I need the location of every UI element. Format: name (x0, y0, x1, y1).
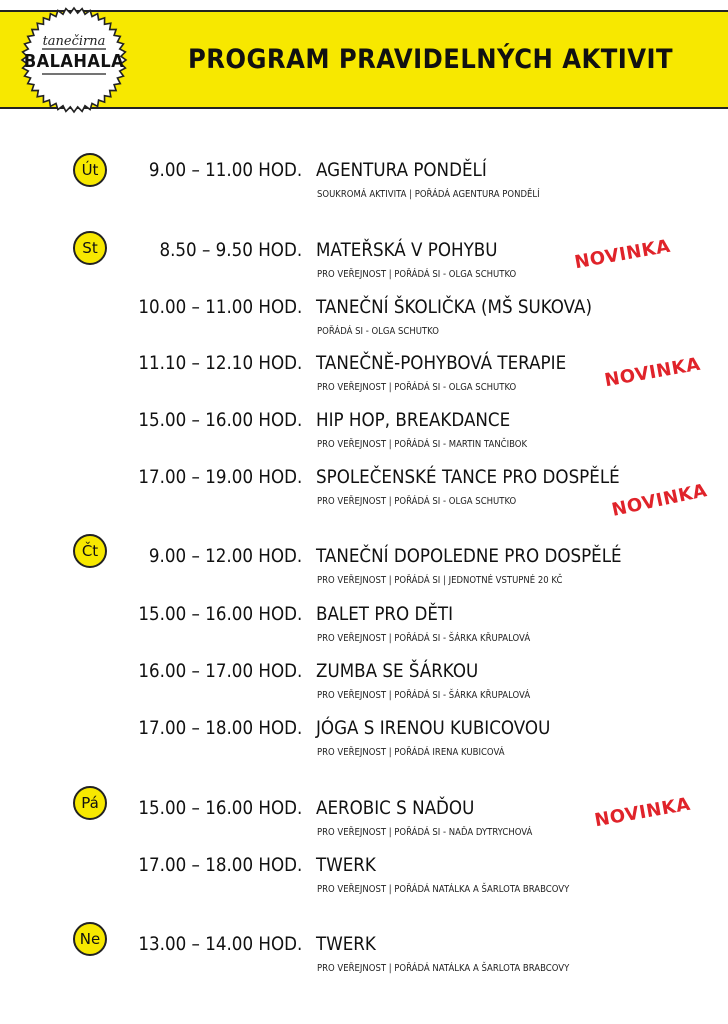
activity-subtitle: PRO VEŘEJNOST | POŘÁDÁ SI - OLGA SCHUTKO (317, 269, 517, 280)
day-badge-st: St (73, 231, 107, 265)
activity-time: 8.50 – 9.50 HOD. (159, 239, 302, 261)
activity-title: SPOLEČENSKÉ TANCE PRO DOSPĚLÉ (316, 466, 620, 488)
activity-time: 15.00 – 16.00 HOD. (138, 797, 302, 819)
activity-subtitle: PRO VEŘEJNOST | POŘÁDÁ IRENA KUBICOVÁ (317, 747, 505, 758)
activity-subtitle: PRO VEŘEJNOST | POŘÁDÁ SI - MARTIN TANČIBOK (317, 439, 528, 450)
activity-subtitle: PRO VEŘEJNOST | POŘÁDÁ SI | JEDNOTNÉ VSTUPNÉ 20 KČ (317, 575, 563, 586)
activity-time: 13.00 – 14.00 HOD. (138, 933, 302, 955)
activity-title: TANEČNÍ ŠKOLIČKA (MŠ SUKOVA) (316, 296, 593, 318)
activity-time: 15.00 – 16.00 HOD. (138, 603, 302, 625)
activity-time: 17.00 – 18.00 HOD. (138, 854, 302, 876)
activity-time: 17.00 – 18.00 HOD. (138, 717, 302, 739)
activity-title: MATEŘSKÁ V POHYBU (316, 239, 498, 261)
activity-time: 16.00 – 17.00 HOD. (138, 660, 302, 682)
activity-title: AGENTURA PONDĚLÍ (316, 159, 487, 181)
activity-time: 9.00 – 11.00 HOD. (148, 159, 302, 181)
logo-tagline: tanečirna (42, 34, 106, 49)
activity-subtitle: PRO VEŘEJNOST | POŘÁDÁ SI - ŠÁRKA KŘUPALOVÁ (317, 633, 531, 644)
activity-title: JÓGA S IRENOU KUBICOVOU (316, 717, 551, 739)
activity-time: 10.00 – 11.00 HOD. (138, 296, 302, 318)
activity-title: TANEČNÍ DOPOLEDNE PRO DOSPĚLÉ (316, 545, 622, 567)
logo-wordmark: BALAHALA (23, 51, 125, 72)
activity-subtitle: PRO VEŘEJNOST | POŘÁDÁ NATÁLKA A ŠARLOTA BRABCOVY (317, 884, 570, 895)
day-badge-ne: Ne (73, 922, 107, 956)
activity-subtitle: POŘÁDÁ SI - OLGA SCHUTKO (317, 326, 439, 337)
page-title: PROGRAM PRAVIDELNÝCH AKTIVIT (188, 44, 674, 75)
activity-title: TWERK (316, 854, 376, 876)
activity-subtitle: PRO VEŘEJNOST | POŘÁDÁ SI - OLGA SCHUTKO (317, 496, 517, 507)
day-badge-ut: Út (73, 153, 107, 187)
logo (16, 6, 132, 114)
activity-time: 15.00 – 16.00 HOD. (138, 409, 302, 431)
activity-title: HIP HOP, BREAKDANCE (316, 409, 511, 431)
activity-title: BALET PRO DĚTI (316, 603, 454, 625)
activity-subtitle: PRO VEŘEJNOST | POŘÁDÁ SI - ŠÁRKA KŘUPALOVÁ (317, 690, 531, 701)
activity-title: TANEČNĚ-POHYBOVÁ TERAPIE (316, 352, 567, 374)
day-badge-ct: Čt (73, 534, 107, 568)
activity-title: TWERK (316, 933, 376, 955)
novinka-badge: NOVINKA (609, 480, 710, 521)
activity-time: 11.10 – 12.10 HOD. (138, 352, 302, 374)
activity-title: ZUMBA SE ŠÁRKOU (316, 660, 479, 682)
activity-title: AEROBIC S NAĎOU (316, 797, 475, 819)
novinka-badge: NOVINKA (602, 353, 703, 392)
activity-time: 9.00 – 12.00 HOD. (148, 545, 302, 567)
activity-subtitle: PRO VEŘEJNOST | POŘÁDÁ SI - NAĎA DYTRYCHOVÁ (317, 827, 533, 838)
novinka-badge: NOVINKA (592, 793, 693, 832)
activity-subtitle: PRO VEŘEJNOST | POŘÁDÁ NATÁLKA A ŠARLOTA BRABCOVY (317, 963, 570, 974)
activity-time: 17.00 – 19.00 HOD. (138, 466, 302, 488)
novinka-badge: NOVINKA (572, 235, 673, 274)
activity-subtitle: PRO VEŘEJNOST | POŘÁDÁ SI - OLGA SCHUTKO (317, 382, 517, 393)
day-badge-pa: Pá (73, 786, 107, 820)
activity-subtitle: SOUKROMÁ AKTIVITA | POŘÁDÁ AGENTURA PONDĚLÍ (317, 189, 540, 200)
